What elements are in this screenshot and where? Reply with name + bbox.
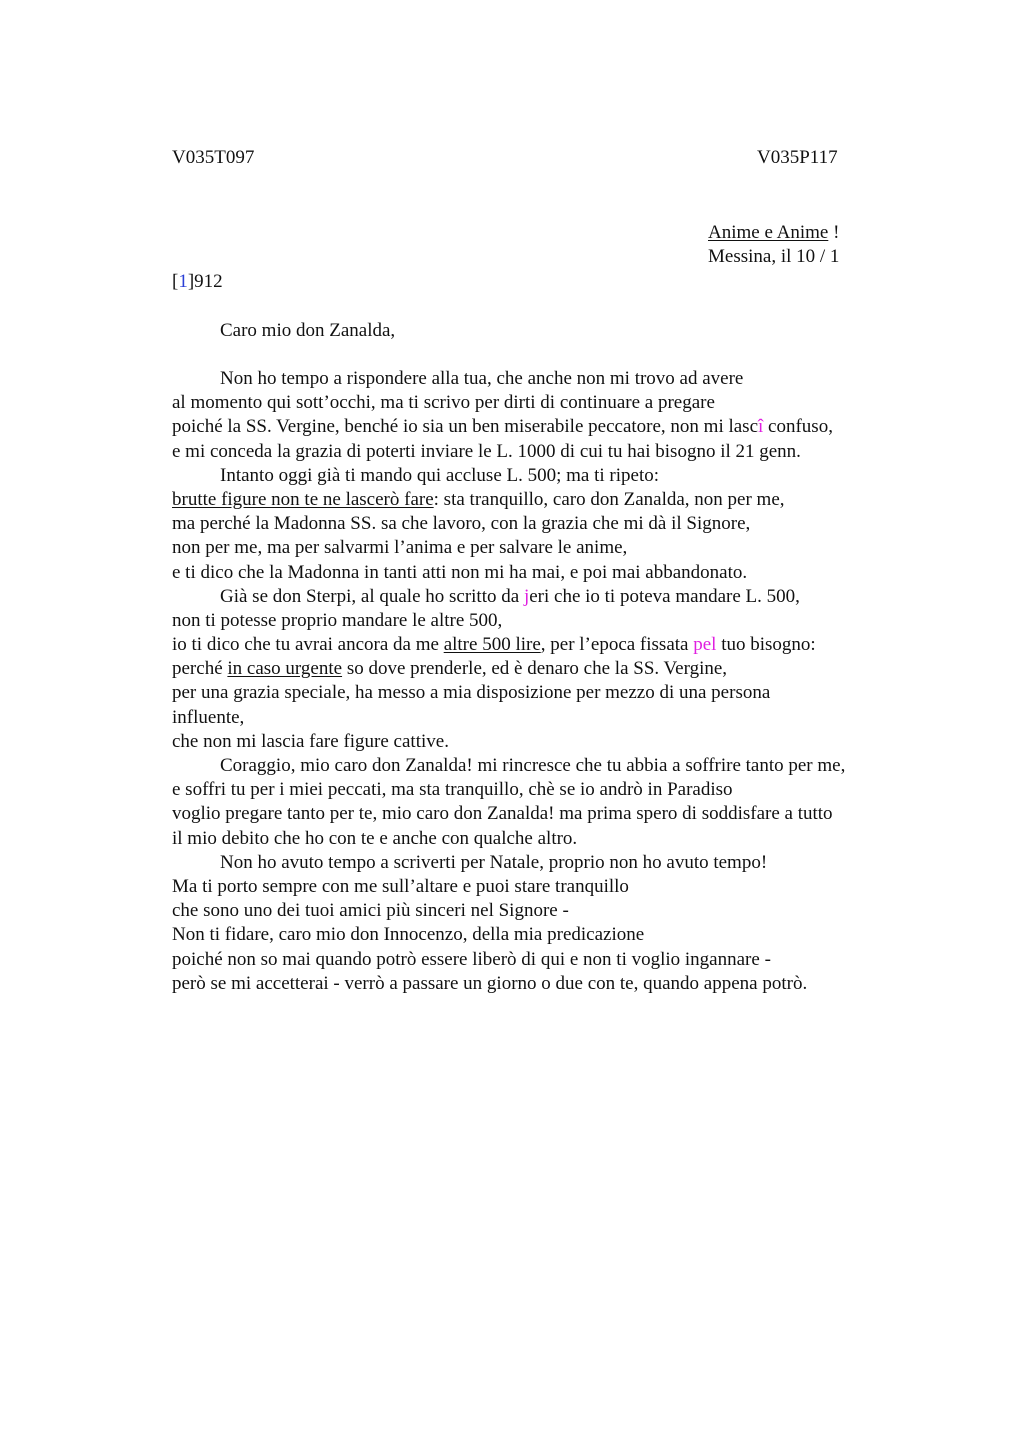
body-line: però se mi accetterai - verrò a passare un giorno o due con te, quando appena potrò. — [172, 972, 808, 994]
body-text: so dove prenderle, ed è denaro che la SS. Vergine, — [342, 658, 728, 680]
body-line — [172, 657, 932, 681]
year-corrected-digit: 1 — [178, 271, 188, 292]
header-left-code: V035T097 — [172, 147, 255, 168]
underlined-text: in caso urgente — [227, 658, 343, 680]
year-bracket-open: [ — [172, 271, 179, 292]
body-line — [172, 415, 932, 439]
body-line: Non ti fidare, caro mio don Innocenzo, della mia predicazione — [172, 924, 645, 946]
body-line: voglio pregare tanto per te, mio caro don Zanalda! ma prima spero di soddisfare a tutto — [172, 803, 833, 825]
year-line — [172, 270, 223, 294]
body-line: e mi conceda la grazia di poterti inviare le L. 1000 di cui tu hai bisogno il 21 genn. — [172, 440, 801, 462]
year-bracket-close: ] — [187, 271, 195, 292]
editorial-mark: pel — [693, 634, 717, 656]
body-line: Non ho avuto tempo a scriverti per Natale, proprio non ho avuto tempo! — [220, 851, 768, 873]
body-line: ma perché la Madonna SS. sa che lavoro, con la grazia che mi dà il Signore, — [172, 513, 751, 535]
body-line: che sono uno dei tuoi amici più sinceri nel Signore - — [172, 900, 569, 922]
body-line — [172, 585, 932, 609]
salutation: Caro mio don Zanalda, — [220, 320, 396, 341]
underlined-text: brutte figure non te ne lascerò fare — [172, 488, 434, 510]
heading-title: Anime e Anime — [708, 222, 829, 243]
letter-body — [172, 367, 932, 996]
body-line: Ma ti porto sempre con me sull’altare e puoi stare tranquillo — [172, 875, 629, 897]
body-text: Già se don Sterpi, al quale ho scritto da — [220, 585, 524, 607]
editorial-mark: j — [523, 585, 530, 607]
body-line: poiché non so mai quando potrò essere liberò di qui e non ti voglio ingannare - — [172, 948, 771, 970]
header-right-code: V035P117 — [757, 147, 838, 168]
heading-title-suffix: ! — [828, 222, 840, 243]
body-line: e soffri tu per i miei peccati, ma sta tranquillo, chè se io andrò in Paradiso — [172, 779, 733, 801]
body-text: perché — [172, 658, 228, 680]
body-text: , per l’epoca fissata — [540, 634, 694, 656]
year-rest: 912 — [194, 271, 223, 292]
body-line: Non ho tempo a rispondere alla tua, che anche non mi trovo ad avere — [220, 368, 744, 389]
body-line: per una grazia speciale, ha messo a mia disposizione per mezzo di una persona — [172, 682, 771, 704]
body-text: confuso, — [763, 416, 833, 438]
body-text: eri che io ti poteva mandare L. 500, — [529, 585, 800, 607]
body-line — [172, 633, 932, 657]
body-text: : sta tranquillo, caro don Zanalda, non per me, — [433, 488, 785, 510]
body-text: io ti dico che tu avrai ancora da me — [172, 634, 444, 656]
editorial-mark: î — [758, 416, 764, 438]
body-line: non ti potesse proprio mandare le altre 500, — [172, 609, 503, 631]
body-line: il mio debito che ho con te e anche con qualche altro. — [172, 827, 578, 849]
body-line: e ti dico che la Madonna in tanti atti non mi ha mai, e poi mai abbandonato. — [172, 561, 748, 583]
letter-heading — [708, 221, 839, 245]
body-line: Coraggio, mio caro don Zanalda! mi rincresce che tu abbia a soffrire tanto per me, — [220, 755, 846, 776]
body-text: tuo bisogno: — [716, 634, 816, 656]
body-line: influente, — [172, 706, 245, 728]
body-text: poiché la SS. Vergine, benché io sia un ben miserabile peccatore, non mi lasc — [172, 416, 759, 438]
underlined-text: altre 500 lire — [443, 634, 541, 656]
body-line: che non mi lascia fare figure cattive. — [172, 730, 449, 752]
body-line: al momento qui sott’occhi, ma ti scrivo per dirti di continuare a pregare — [172, 392, 715, 414]
body-line: Intanto oggi già ti mando qui accluse L. 500; ma ti ripeto: — [220, 464, 660, 486]
body-line: non per me, ma per salvarmi l’anima e per salvare le anime, — [172, 537, 628, 559]
body-line — [172, 488, 932, 512]
place-date: Messina, il 10 / 1 — [708, 246, 840, 267]
